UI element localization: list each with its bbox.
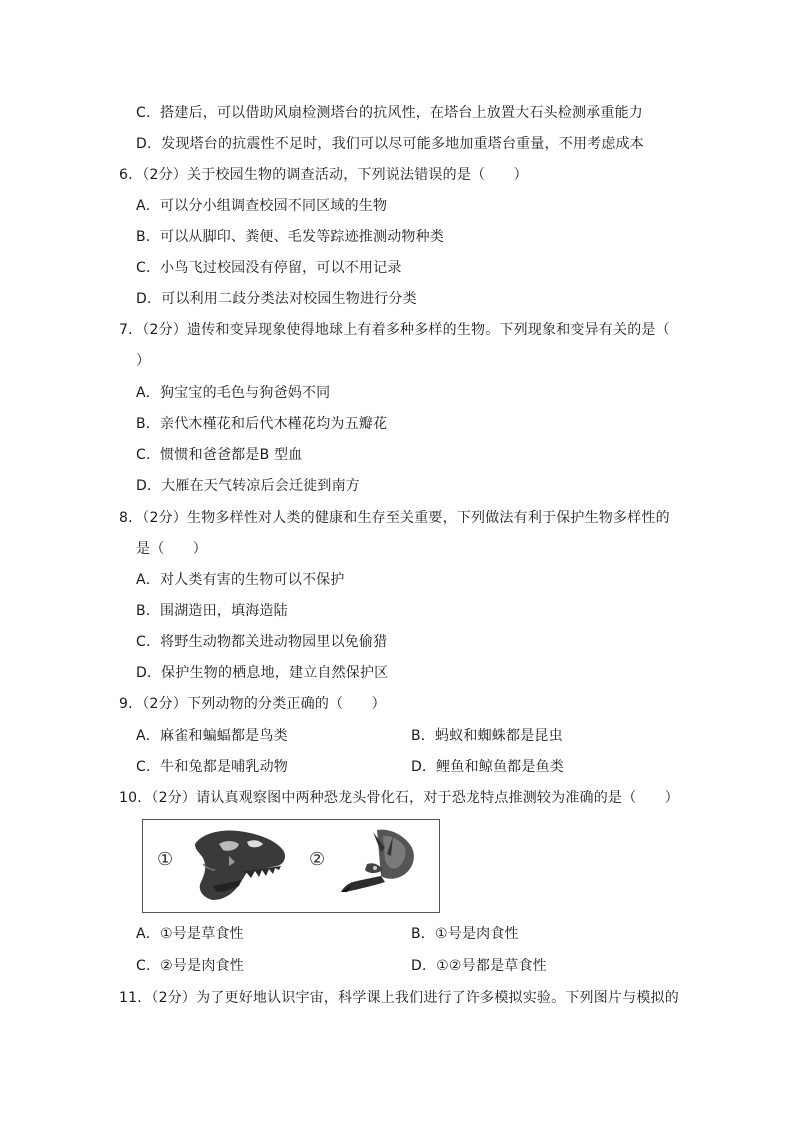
q9-option-a: A．麻雀和蝙蝠都是鸟类 xyxy=(136,728,288,744)
q10-option-c: C．②号是肉食性 xyxy=(136,958,244,974)
q7-option-c: C．惯惯和爸爸都是B 型血 xyxy=(136,447,303,463)
q5-option-d: D．发现塔台的抗震性不足时，我们可以尽可能多地加重塔台重量，不用考虑成本 xyxy=(136,136,644,152)
q10-option-d: D．①②号都是草食性 xyxy=(411,958,547,974)
q9-option-c: C．牛和兔都是哺乳动物 xyxy=(136,759,288,775)
q9-option-b: B．蚂蚁和蜘蛛都是昆虫 xyxy=(411,728,563,744)
q7-stem-continued: ） xyxy=(136,353,151,369)
q7-option-a: A．狗宝宝的毛色与狗爸妈不同 xyxy=(136,385,331,401)
triceratops-skull-image xyxy=(337,826,417,902)
q8-option-a: A．对人类有害的生物可以不保护 xyxy=(136,572,345,588)
dinosaur-skull-figure xyxy=(142,819,440,913)
q10-option-b: B．①号是肉食性 xyxy=(411,926,519,942)
q6-option-d: D．可以利用二歧分类法对校园生物进行分类 xyxy=(136,291,417,307)
q8-option-d: D．保护生物的栖息地，建立自然保护区 xyxy=(136,665,389,681)
q11-stem: 11．（2分）为了更好地认识宇宙，科学课上我们进行了许多模拟实验。下列图片与模拟的 xyxy=(119,990,679,1006)
q5-option-c: C．搭建后，可以借助风扇检测塔台的抗风性，在塔台上放置大石头检测承重能力 xyxy=(136,105,643,121)
q8-stem-continued: 是（ ） xyxy=(136,541,207,557)
q7-option-b: B．亲代木槿花和后代木槿花均为五瓣花 xyxy=(136,416,388,432)
q7-stem: 7．（2分）遗传和变异现象使得地球上有着多种多样的生物。下列现象和变异有关的是（ xyxy=(119,322,670,338)
q6-option-a: A．可以分小组调查校园不同区域的生物 xyxy=(136,198,388,214)
q8-stem: 8．（2分）生物多样性对人类的健康和生存至关重要，下列做法有利于保护生物多样性的 xyxy=(119,510,670,526)
t-rex-skull-image xyxy=(189,826,289,906)
q8-option-b: B．围湖造田，填海造陆 xyxy=(136,603,288,619)
q8-option-c: C．将野生动物都关进动物园里以免偷猎 xyxy=(136,634,388,650)
q6-stem: 6．（2分）关于校园生物的调查活动，下列说法错误的是（ ） xyxy=(119,167,528,183)
q9-stem: 9．（2分）下列动物的分类正确的（ ） xyxy=(119,696,386,712)
q6-option-b: B．可以从脚印、粪便、毛发等踪迹推测动物种类 xyxy=(136,229,445,245)
q10-stem: 10．（2分）请认真观察图中两种恐龙头骨化石，对于恐龙特点推测较为准确的是（ ） xyxy=(119,790,679,806)
q10-option-a: A．①号是草食性 xyxy=(136,926,244,942)
q7-option-d: D．大雁在天气转凉后会迁徙到南方 xyxy=(136,478,360,494)
q6-option-c: C．小鸟飞过校园没有停留，可以不用记录 xyxy=(136,260,402,276)
figure-label-1: ① xyxy=(157,849,174,870)
figure-label-2: ② xyxy=(309,849,326,870)
q9-option-d: D．鲤鱼和鲸鱼都是鱼类 xyxy=(411,759,564,775)
